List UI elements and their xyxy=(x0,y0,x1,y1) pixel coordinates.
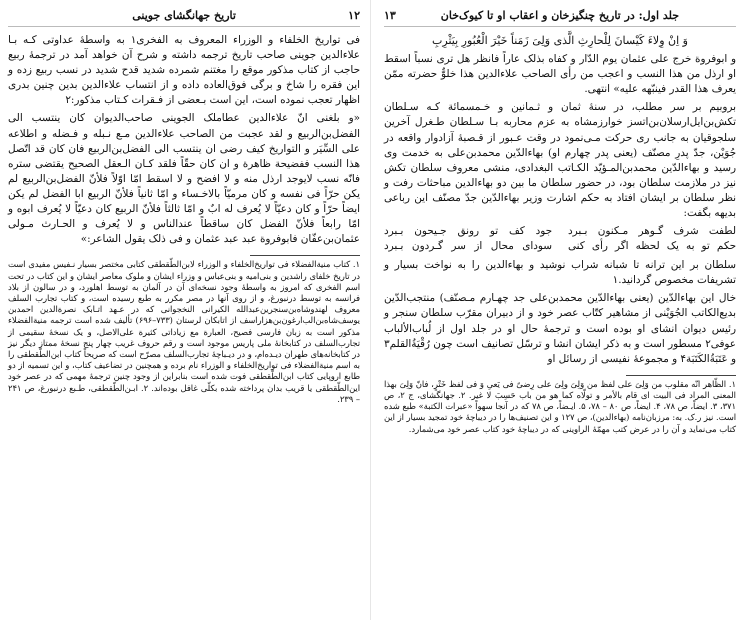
right-footnotes xyxy=(384,379,736,435)
left-paragraph-2: «و بلغنی انّ علاءالدین عطاملک الجوینی صاحب‌الدیوان کان ینتسب الی الفضل‌بن‌الربیع و لقد عجبت من الصاحب علاءالدین مـع نـبله و فـضله و اطلاعه علی السِّیَر و التواریخ کیف رضی ان ینتسب الی الفضل‌بن‌الربیع فان کان قد اتّصل هذا النسب ففضیحة ظاهرة و ان کان حقّاً فلقد کـان الـعقل الصحیح یقتضی ستره فانّه نسب لایوجد ارذل منه و لا افضح و لا اسقط امّا اوّلاً فلأنّ الفضل‌بن‌الربیع لم یکن حرّاً فی نفسه و کان مرمیّاً بالاخـساء و امّا ثانیاً فلأنّ الربیع ابا الفضل لم یکن ایضاً حرّاً و کان دعیّاً لا یُعرف له ابٌ و امّا ثالثاً فلأنّ الربیع کان دعیّاً لا یُعرف ابوه و امّا رابعاً فلأنّ الفضل کان ساقطاً عندالناس و لا یُعرف و الحـارث مـولی عثمان‌بن‌عفّان فابوفروة عبد عبد عثمان و فی ذلک یقول الشاعر:» xyxy=(8,112,360,246)
rubai-poem xyxy=(384,224,736,254)
right-footnote-rule xyxy=(626,375,736,376)
left-page-number: ۱۲ xyxy=(348,8,360,22)
left-footnotes xyxy=(8,259,360,405)
right-page-body xyxy=(384,33,736,367)
right-paragraph-3: سلطان بر این ترانه تا شبانه شراب نوشید و بهاءالدین را به نواخت بسیار و تشریفات مخصوص گردانید.۱ xyxy=(384,259,736,287)
poem-hemistich: جود کف تو رونق جـیحون بـبرد xyxy=(384,225,552,238)
poem-hemistich: لطفت شرف گـوهر مـکنون بـبرد xyxy=(568,225,736,238)
right-paragraph-2: بروبیم بر سر مطلب، در سنهٔ ثمان و ثـمانین و خـمسمائة کـه سـلطان تکش‌بن‌ایل‌ارسلان‌بن‌اتسز خوارزمشاه به عزم محاربه بـا سـلطان طـغرل آخرین سلجوقیان به جانب ری حرکت مـی‌نمود در وقت عـبور از قـصبهٔ آزادوار واقعه در جُوَیْن، جدّ پدرِ مصنّف (یعنی پدر چهارم او) بهاءالدّین محمدبن‌علی به خدمت وی رسید و بهاءالدّین محمدبن‌المـؤیّد الکـاتب البغدادی، منشی معروف سلطان تکش نیز در ملازمت سلطان بود، در حضور سلطان ما بین دو بهاءالدین مباحثات رفت و نظر سلطان بر ایشان افتاد به حکم اشارت وزیر بهاءالدّین جدّ مصنّف این رباعی بدیهه بگفت: xyxy=(384,101,736,220)
left-running-head: تاریخ جهانگشای جوینی xyxy=(132,8,236,22)
left-footnote-rule xyxy=(250,255,360,256)
left-page xyxy=(8,0,360,620)
left-paragraph-1: فی تواریخ الخلفاء و الوزراء المعروف به الفخری۱ به واسطهٔ عداوتی کـه بـا علاءالدین جوینی صاحب تاریخ ترجمه داشته و شرح آن خواهد آمد در ترجمهٔ ربیع حاجب از کتاب مذکور موقع را مغتنم شمرده شدید قدح شدید در نسب ربیع زده و این فقره را شاخ و برگی فوق‌العاده داده و از انتساب علاءالدین بدین چنین بدری اظهار تعجب نموده است، این است بـعضی از فـقرات کـتاب مذکور:۲ xyxy=(8,34,360,107)
right-running-head: جلد اول: در تاریخ چنگیزخان و اعقاب او تا کیوک‌خان xyxy=(440,8,680,22)
arabic-verse: وَ اِنْ وِلاءَ کَیْسانَ لِلْحارِثِ الَّذی وَلِیَ زَمَناً خَیْرَ الْعُبُورِ بِیَثْرِبِ xyxy=(432,34,688,47)
right-page xyxy=(384,0,736,620)
spine-divider xyxy=(370,0,371,620)
left-footnote-1: ۱. کتاب منیة‌الفضلاء فی تواریخ‌الخلفاء و الوزراء لابن‌الطّقطقی کتابی مختصر بسیار نـفیس مفیدی است در تاریخ خلفای راشدین و بنی‌امیه و بنی‌عباس و وزراء ایشان و ملوک معاصر ایشان و این کتاب در تحت اسم الفخری که امروز به واسطهٔ وجود نسخه‌ای آن در آلمان به توسط اهلورد، و در سالون از بلاد فرانسه به توسط درنبورغ، و از روی آنها در مصر مکرر به طبع رسیده است، و کتاب تجارب السلف معروف لهندوشاه‌بن‌سنجرین‌عبدالله الکیرانی النخجوانی که در عـهد اتـابک نصرةالدین احمدبن یوسف‌شاه‌بن‌الب‌ارغون‌بن‌هزاراسف از اتابکان لرستان (۷۳۳–۶۹۶) تألیف شده است ترجمه منیة‌الفضلاء مذکور است به زبان فارسی فصیح، العبارة مع زیاداتی کثیرة علی‌الاصل، و یک نسخهٔ سقیمی از تجارب‌السلف در کتابخانهٔ ملی پاریس موجود است و رقم حروف غریب چهار پنج نسخهٔ ممتاز دیگر نیز در کتابخانه‌های طهران دیـده‌ام، و در دیـباچهٔ تجارب‌السلف مصرّح است که صریحاً کتاب ابن‌الطّقطقی را به اسم منیة‌الفضلاء فی تواریخ‌الخلفاء و الوزراء نام برده و همچنین در تضاعیف کتاب، و این تسمیه از دو طابع اروپایی کتاب ابن‌الطّقطقی فوت شده است بنابراین از وجود چنین ترجمهٔ مهمی که در عصر خود این‌الطّقطقی یا قریب بدان پرداخته شده بکلّی غافل بوده‌اند. ۲. ابـن‌الطّقطقی، طـبع درنبورغ، ص ۲۴۱ – ۲۳۹. xyxy=(8,259,360,404)
left-page-header xyxy=(8,4,360,27)
left-page-body xyxy=(8,33,360,247)
right-page-number: ۱۳ xyxy=(384,8,396,22)
right-page-header xyxy=(384,4,736,27)
poem-hemistich: حکم تو به یک لحظه اگر رأی کنی xyxy=(568,240,736,253)
right-paragraph-4: خال این بهاءالدّین (یعنی بهاءالدّین محمدبن‌علی جد چهـارم مـصنّف) منتجب‌الدّین بدیع‌الکاتب الجُوَیْنی از مشاهیر کتّاب عصر خود و از دبیران مقرّب سلطان سنجر و رئیس دیوان انشای او بوده است و ترجمهٔ حال او در جلد اول از لُباب‌الألباب عوفی۲ مسطور است و به ذکر ایشان انشا و ترسّل تصانیف است چون رُقْیَةُالقلم۳ و عَتَبَةُالکَتَبَة۴ و مجموعهٔ نفیسی از رسائل او xyxy=(384,292,736,365)
right-footnote-1: ۱. الظّاهر انّه مقلوب من وَلِیَ علی لفظ من وَلِیَ ولِیَ علی رِضیً فی یَعیِ وَ فی لفظ خَتْرٍ، فانّ وَلِیَ بهذا المعنی المراد فی البیت ای قام بالأمر و تولّاه کما هو من باب حَسِبَ لا غیر. ۲. جهانگشای، ج ۲، ص ۳۷۱، ۳. ایضاً، ص ۷۸، ۴. ایضاً، ص ۸۰ – ۷۸، ۵. ایـضاً، ص ۷۸ که در آنجا سهواً «عبرات الکتبة» طبع شده است. نیز ر.ک. به: مرزبان‌نامه (بهاءالدین)، ص ۱۲۷ و این تصنیف‌ها را در دیباچهٔ خود تمجید بسیار از این کتاب می‌نماید و آن را در عرض کتب مهمّهٔ الراوینی که در دیباچهٔ خود کتاب عصر خود می‌شمارد. xyxy=(384,378,737,434)
right-paragraph-1: و ابوفروة خرج علی عثمان یوم الدّار و کفاه بذلک عاراً فانظر هل تری نسباً اسقط او ارذل من هذا النسب و اعجب من رأی الصاحب علاءالدین هذا خلوٌّ حضرته ممّن یعرف هذا القدر فینبّهه علیه» انتهی. xyxy=(384,53,736,96)
poem-hemistich: سودای محال از سر گـردون بـبرد xyxy=(384,240,552,253)
